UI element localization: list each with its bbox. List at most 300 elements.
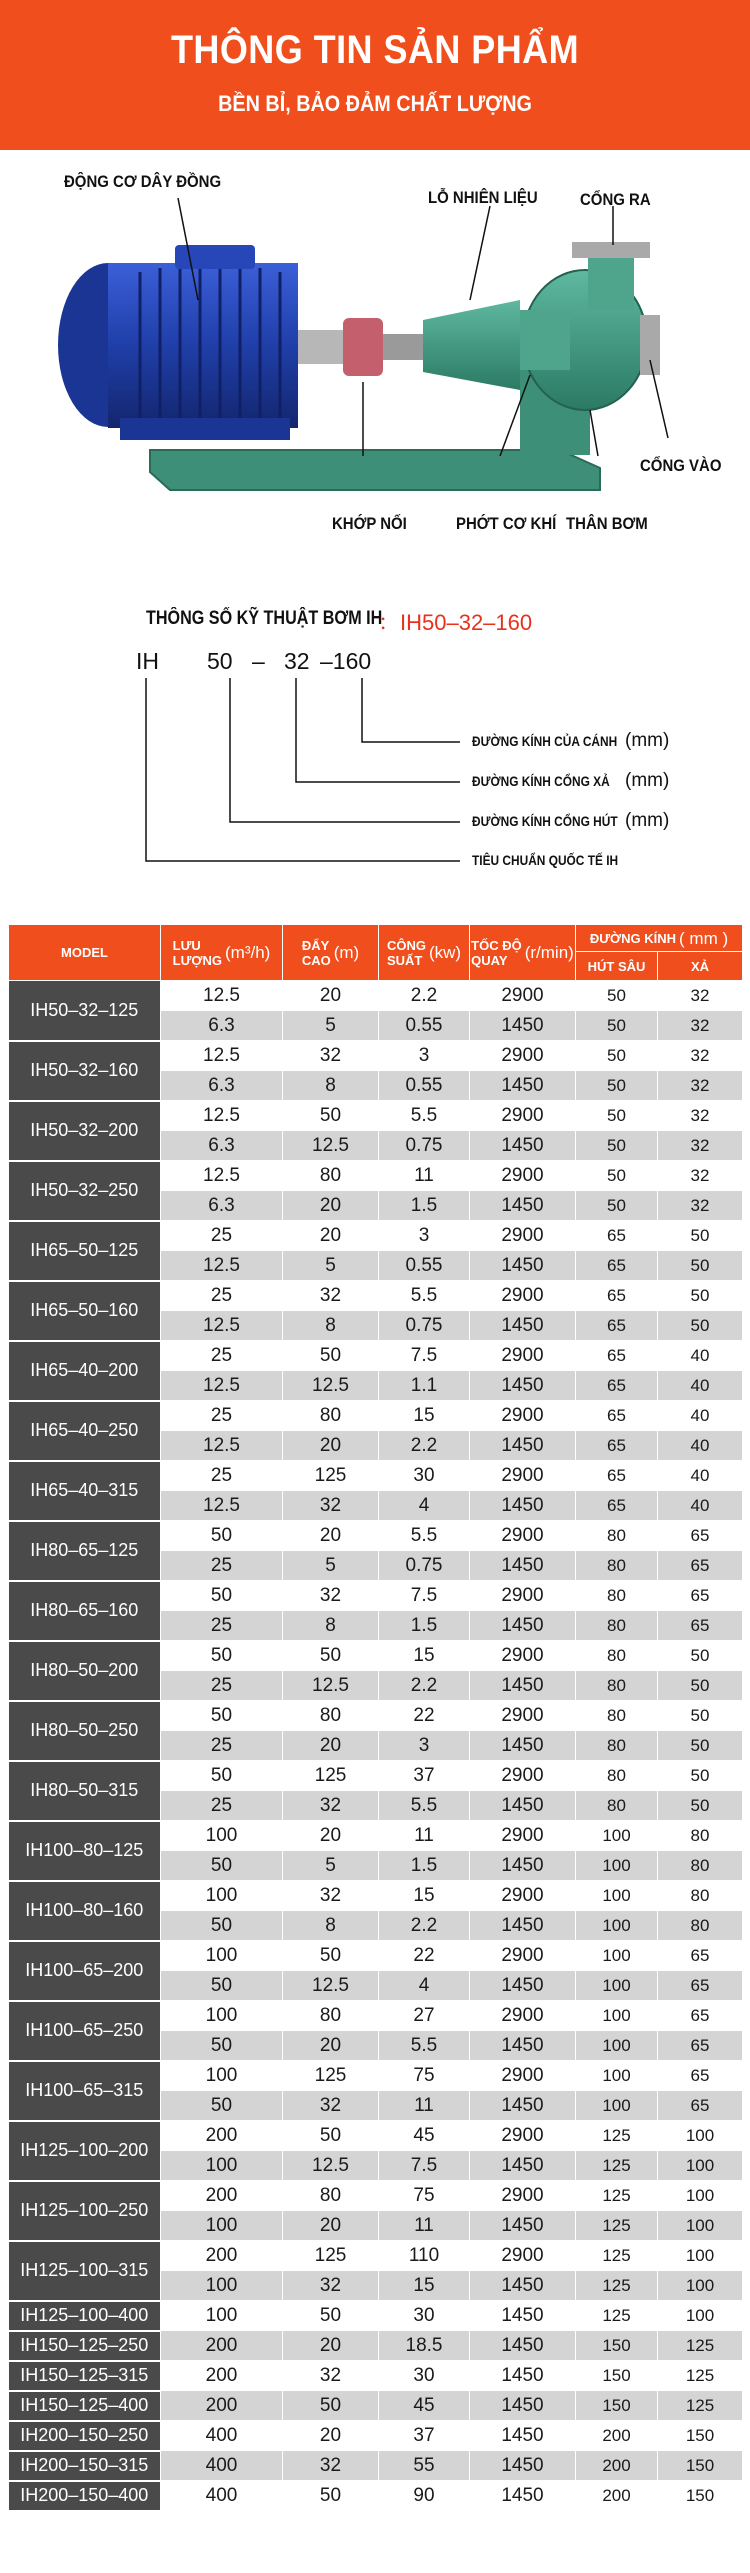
suction-cell: 80 (576, 1701, 658, 1731)
power-cell: 1.5 (379, 1851, 470, 1881)
suction-cell: 100 (576, 1881, 658, 1911)
table-row (9, 1941, 743, 1971)
head-cell: 5 (283, 1551, 379, 1581)
flow-cell: 50 (161, 1641, 283, 1671)
power-cell: 1.5 (379, 1611, 470, 1641)
flow-cell: 12.5 (161, 1431, 283, 1461)
header-flow: LƯU LƯỢNG (m³/h) (161, 925, 283, 981)
discharge-cell: 40 (658, 1461, 743, 1491)
speed-cell: 1450 (470, 1491, 576, 1521)
head-cell: 20 (283, 981, 379, 1011)
speed-cell: 1450 (470, 1071, 576, 1101)
power-cell: 11 (379, 1161, 470, 1191)
discharge-cell: 50 (658, 1791, 743, 1821)
discharge-cell: 50 (658, 1251, 743, 1281)
suction-cell: 80 (576, 1611, 658, 1641)
spec-table (8, 924, 743, 2512)
head-cell: 20 (283, 1731, 379, 1761)
flow-cell: 50 (161, 1851, 283, 1881)
flow-cell: 50 (161, 1911, 283, 1941)
model-cell: IH200–150–315 (9, 2451, 161, 2481)
flow-cell: 50 (161, 1761, 283, 1791)
suction-cell: 65 (576, 1221, 658, 1251)
page-title: THÔNG TIN SẢN PHẨM (170, 28, 580, 72)
table-row (9, 1041, 743, 1071)
head-cell: 12.5 (283, 1371, 379, 1401)
model-cell: IH125–100–315 (9, 2241, 161, 2301)
head-cell: 80 (283, 2181, 379, 2211)
suction-cell: 100 (576, 2091, 658, 2121)
code-part-impeller: –160 (320, 648, 372, 674)
head-cell: 80 (283, 1161, 379, 1191)
speed-cell: 1450 (470, 1011, 576, 1041)
code-part-dash: – (252, 648, 265, 674)
discharge-cell: 50 (658, 1281, 743, 1311)
power-cell: 15 (379, 1401, 470, 1431)
power-cell: 0.55 (379, 1011, 470, 1041)
flow-cell: 12.5 (161, 1251, 283, 1281)
flow-cell: 12.5 (161, 1311, 283, 1341)
speed-cell: 2900 (470, 981, 576, 1011)
suction-cell: 200 (576, 2421, 658, 2451)
suction-cell: 100 (576, 1971, 658, 2001)
head-cell: 50 (283, 2391, 379, 2421)
table-row (9, 2241, 743, 2271)
discharge-cell: 65 (658, 1521, 743, 1551)
power-cell: 37 (379, 2421, 470, 2451)
suction-cell: 65 (576, 1341, 658, 1371)
table-row (9, 1701, 743, 1731)
power-cell: 45 (379, 2391, 470, 2421)
suction-cell: 125 (576, 2181, 658, 2211)
head-cell: 20 (283, 2211, 379, 2241)
discharge-cell: 100 (658, 2211, 743, 2241)
header-diameter: ĐƯỜNG KÍNH ( mm ) (576, 925, 743, 952)
head-cell: 20 (283, 2331, 379, 2361)
model-cell: IH65–50–125 (9, 1221, 161, 1281)
suction-cell: 65 (576, 1491, 658, 1521)
discharge-cell: 32 (658, 1161, 743, 1191)
flow-cell: 25 (161, 1281, 283, 1311)
head-cell: 50 (283, 2481, 379, 2511)
head-cell: 32 (283, 2091, 379, 2121)
discharge-cell: 32 (658, 981, 743, 1011)
suction-cell: 80 (576, 1641, 658, 1671)
label-coupling: KHỚP NỐI (332, 514, 407, 533)
discharge-cell: 65 (658, 1611, 743, 1641)
suction-cell: 125 (576, 2271, 658, 2301)
suction-cell: 65 (576, 1371, 658, 1401)
speed-cell: 2900 (470, 1881, 576, 1911)
speed-cell: 1450 (470, 1791, 576, 1821)
power-cell: 15 (379, 1881, 470, 1911)
discharge-cell: 100 (658, 2241, 743, 2271)
spec-table-body (9, 981, 743, 2511)
discharge-cell: 65 (658, 1581, 743, 1611)
speed-cell: 1450 (470, 1311, 576, 1341)
model-cell: IH200–150–250 (9, 2421, 161, 2451)
head-cell: 8 (283, 1311, 379, 1341)
model-cell: IH125–100–400 (9, 2301, 161, 2331)
flow-cell: 200 (161, 2121, 283, 2151)
power-cell: 22 (379, 1941, 470, 1971)
suction-cell: 80 (576, 1731, 658, 1761)
suction-cell: 150 (576, 2391, 658, 2421)
table-row (9, 1101, 743, 1131)
discharge-cell: 100 (658, 2121, 743, 2151)
discharge-cell: 150 (658, 2421, 743, 2451)
speed-cell: 1450 (470, 1971, 576, 2001)
discharge-cell: 50 (658, 1671, 743, 1701)
spec-example-code: ：IH50–32–160 (378, 610, 533, 635)
discharge-cell: 50 (658, 1641, 743, 1671)
discharge-cell: 65 (658, 2061, 743, 2091)
discharge-cell: 32 (658, 1131, 743, 1161)
flow-cell: 200 (161, 2361, 283, 2391)
suction-cell: 50 (576, 981, 658, 1011)
desc-impeller: ĐƯỜNG KÍNH CỦA CÁNH (472, 733, 618, 749)
power-cell: 0.75 (379, 1311, 470, 1341)
suction-cell: 80 (576, 1791, 658, 1821)
suction-cell: 50 (576, 1191, 658, 1221)
discharge-cell: 125 (658, 2391, 743, 2421)
power-cell: 30 (379, 2301, 470, 2331)
speed-cell: 2900 (470, 1821, 576, 1851)
discharge-cell: 80 (658, 1851, 743, 1881)
discharge-cell: 80 (658, 1881, 743, 1911)
speed-cell: 1450 (470, 2091, 576, 2121)
speed-cell: 1450 (470, 2151, 576, 2181)
label-motor: ĐỘNG CƠ DÂY ĐỒNG (64, 172, 222, 191)
header-speed: TỐC ĐỘ QUAY (r/min) (470, 925, 576, 981)
spec-code-lines (0, 0, 750, 900)
speed-cell: 1450 (470, 2301, 576, 2331)
flow-cell: 25 (161, 1731, 283, 1761)
suction-cell: 80 (576, 1581, 658, 1611)
suction-cell: 50 (576, 1161, 658, 1191)
discharge-cell: 65 (658, 1971, 743, 2001)
suction-cell: 100 (576, 2001, 658, 2031)
power-cell: 15 (379, 2271, 470, 2301)
suction-cell: 50 (576, 1071, 658, 1101)
flow-cell: 100 (161, 2061, 283, 2091)
flow-cell: 50 (161, 2091, 283, 2121)
head-cell: 20 (283, 1521, 379, 1551)
model-cell: IH80–50–200 (9, 1641, 161, 1701)
flow-cell: 200 (161, 2181, 283, 2211)
label-mech-seal: PHỚT CƠ KHÍ (456, 514, 557, 533)
suction-cell: 100 (576, 1941, 658, 1971)
header-model: MODEL (9, 925, 161, 981)
speed-cell: 2900 (470, 1101, 576, 1131)
power-cell: 55 (379, 2451, 470, 2481)
discharge-cell: 125 (658, 2331, 743, 2361)
speed-cell: 2900 (470, 1581, 576, 1611)
label-inlet: CỔNG VÀO (640, 456, 722, 475)
model-cell: IH200–150–400 (9, 2481, 161, 2511)
discharge-cell: 80 (658, 1911, 743, 1941)
power-cell: 110 (379, 2241, 470, 2271)
speed-cell: 1450 (470, 1131, 576, 1161)
flow-cell: 200 (161, 2331, 283, 2361)
suction-cell: 150 (576, 2331, 658, 2361)
speed-cell: 1450 (470, 2271, 576, 2301)
spec-table-wrapper (8, 924, 742, 2512)
speed-cell: 1450 (470, 1551, 576, 1581)
power-cell: 1.1 (379, 1371, 470, 1401)
power-cell: 90 (379, 2481, 470, 2511)
speed-cell: 1450 (470, 1371, 576, 1401)
spec-title: THÔNG SỐ KỸ THUẬT BƠM IH (146, 608, 383, 629)
model-cell: IH65–50–160 (9, 1281, 161, 1341)
suction-cell: 50 (576, 1041, 658, 1071)
suction-cell: 125 (576, 2211, 658, 2241)
head-cell: 12.5 (283, 1671, 379, 1701)
head-cell: 20 (283, 1191, 379, 1221)
speed-cell: 1450 (470, 2211, 576, 2241)
speed-cell: 2900 (470, 2001, 576, 2031)
head-cell: 50 (283, 1941, 379, 1971)
discharge-cell: 32 (658, 1191, 743, 1221)
table-row (9, 1401, 743, 1431)
table-row (9, 1341, 743, 1371)
model-cell: IH80–50–250 (9, 1701, 161, 1761)
model-cell: IH65–40–315 (9, 1461, 161, 1521)
label-fuel-hole: LỖ NHIÊN LIỆU (428, 188, 538, 207)
table-row (9, 2001, 743, 2031)
power-cell: 7.5 (379, 2151, 470, 2181)
suction-cell: 100 (576, 2031, 658, 2061)
speed-cell: 1450 (470, 2331, 576, 2361)
head-cell: 50 (283, 1641, 379, 1671)
discharge-cell: 40 (658, 1371, 743, 1401)
flow-cell: 50 (161, 1521, 283, 1551)
discharge-cell: 150 (658, 2451, 743, 2481)
power-cell: 7.5 (379, 1581, 470, 1611)
power-cell: 5.5 (379, 1791, 470, 1821)
head-cell: 20 (283, 2031, 379, 2061)
head-cell: 32 (283, 1881, 379, 1911)
head-cell: 8 (283, 1071, 379, 1101)
suction-cell: 80 (576, 1671, 658, 1701)
suction-cell: 125 (576, 2301, 658, 2331)
flow-cell: 25 (161, 1401, 283, 1431)
head-cell: 8 (283, 1611, 379, 1641)
flow-cell: 50 (161, 1581, 283, 1611)
suction-cell: 50 (576, 1131, 658, 1161)
desc-standard: TIÊU CHUẨN QUỐC TẾ IH (472, 852, 619, 868)
code-part-discharge: 32 (284, 648, 310, 674)
suction-cell: 125 (576, 2241, 658, 2271)
model-cell: IH150–125–315 (9, 2361, 161, 2391)
head-cell: 32 (283, 2361, 379, 2391)
power-cell: 11 (379, 1821, 470, 1851)
power-cell: 5.5 (379, 1521, 470, 1551)
discharge-cell: 65 (658, 2091, 743, 2121)
speed-cell: 1450 (470, 1851, 576, 1881)
discharge-cell: 50 (658, 1311, 743, 1341)
table-row (9, 2181, 743, 2211)
speed-cell: 2900 (470, 2241, 576, 2271)
power-cell: 3 (379, 1041, 470, 1071)
suction-cell: 150 (576, 2361, 658, 2391)
discharge-cell: 80 (658, 1821, 743, 1851)
model-cell: IH80–65–125 (9, 1521, 161, 1581)
flow-cell: 25 (161, 1461, 283, 1491)
power-cell: 5.5 (379, 2031, 470, 2061)
model-cell: IH100–80–160 (9, 1881, 161, 1941)
power-cell: 30 (379, 1461, 470, 1491)
desc-suction: ĐƯỜNG KÍNH CỔNG HÚT (472, 813, 618, 829)
discharge-cell: 100 (658, 2301, 743, 2331)
model-cell: IH125–100–250 (9, 2181, 161, 2241)
table-row (9, 2301, 743, 2331)
speed-cell: 1450 (470, 2421, 576, 2451)
speed-cell: 1450 (470, 1251, 576, 1281)
speed-cell: 2900 (470, 2061, 576, 2091)
model-cell: IH100–65–315 (9, 2061, 161, 2121)
flow-cell: 100 (161, 2301, 283, 2331)
head-cell: 12.5 (283, 1971, 379, 2001)
head-cell: 20 (283, 1221, 379, 1251)
flow-cell: 25 (161, 1671, 283, 1701)
flow-cell: 6.3 (161, 1011, 283, 1041)
speed-cell: 2900 (470, 1401, 576, 1431)
speed-cell: 2900 (470, 1461, 576, 1491)
power-cell: 7.5 (379, 1341, 470, 1371)
discharge-cell: 50 (658, 1761, 743, 1791)
discharge-cell: 40 (658, 1431, 743, 1461)
suction-cell: 80 (576, 1551, 658, 1581)
model-cell: IH50–32–125 (9, 981, 161, 1041)
unit-impeller: (mm) (625, 730, 670, 751)
flow-cell: 100 (161, 1881, 283, 1911)
flow-cell: 25 (161, 1341, 283, 1371)
model-cell: IH80–65–160 (9, 1581, 161, 1641)
suction-cell: 65 (576, 1251, 658, 1281)
head-cell: 125 (283, 2061, 379, 2091)
speed-cell: 2900 (470, 1761, 576, 1791)
power-cell: 15 (379, 1641, 470, 1671)
flow-cell: 12.5 (161, 981, 283, 1011)
power-cell: 18.5 (379, 2331, 470, 2361)
power-cell: 75 (379, 2181, 470, 2211)
model-cell: IH50–32–160 (9, 1041, 161, 1101)
flow-cell: 12.5 (161, 1371, 283, 1401)
flow-cell: 6.3 (161, 1131, 283, 1161)
label-pump-body: THÂN BƠM (566, 514, 648, 533)
flow-cell: 50 (161, 1701, 283, 1731)
head-cell: 125 (283, 1461, 379, 1491)
flow-cell: 6.3 (161, 1071, 283, 1101)
speed-cell: 1450 (470, 1191, 576, 1221)
speed-cell: 2900 (470, 1281, 576, 1311)
model-cell: IH150–125–400 (9, 2391, 161, 2421)
table-row (9, 1521, 743, 1551)
flow-cell: 100 (161, 2001, 283, 2031)
model-cell: IH50–32–200 (9, 1101, 161, 1161)
flow-cell: 100 (161, 1941, 283, 1971)
speed-cell: 2900 (470, 2121, 576, 2151)
discharge-cell: 125 (658, 2361, 743, 2391)
discharge-cell: 100 (658, 2151, 743, 2181)
flow-cell: 100 (161, 1821, 283, 1851)
power-cell: 4 (379, 1491, 470, 1521)
head-cell: 50 (283, 1341, 379, 1371)
flow-cell: 25 (161, 1221, 283, 1251)
power-cell: 4 (379, 1971, 470, 2001)
discharge-cell: 65 (658, 2001, 743, 2031)
flow-cell: 200 (161, 2241, 283, 2271)
power-cell: 11 (379, 2091, 470, 2121)
power-cell: 0.75 (379, 1551, 470, 1581)
suction-cell: 125 (576, 2121, 658, 2151)
table-row (9, 2121, 743, 2151)
power-cell: 3 (379, 1731, 470, 1761)
discharge-cell: 100 (658, 2181, 743, 2211)
table-row (9, 1281, 743, 1311)
head-cell: 80 (283, 2001, 379, 2031)
discharge-cell: 32 (658, 1101, 743, 1131)
discharge-cell: 40 (658, 1491, 743, 1521)
power-cell: 3 (379, 1221, 470, 1251)
head-cell: 80 (283, 1401, 379, 1431)
discharge-cell: 40 (658, 1341, 743, 1371)
head-cell: 50 (283, 2301, 379, 2331)
table-row (9, 1761, 743, 1791)
flow-cell: 100 (161, 2151, 283, 2181)
model-cell: IH100–65–200 (9, 1941, 161, 2001)
speed-cell: 1450 (470, 1431, 576, 1461)
head-cell: 32 (283, 1281, 379, 1311)
flow-cell: 25 (161, 1611, 283, 1641)
power-cell: 75 (379, 2061, 470, 2091)
speed-cell: 1450 (470, 2451, 576, 2481)
table-row (9, 2061, 743, 2091)
speed-cell: 1450 (470, 2361, 576, 2391)
speed-cell: 2900 (470, 1041, 576, 1071)
table-row (9, 1821, 743, 1851)
unit-suction: (mm) (625, 810, 670, 831)
power-cell: 5.5 (379, 1281, 470, 1311)
speed-cell: 2900 (470, 1221, 576, 1251)
model-cell: IH65–40–250 (9, 1401, 161, 1461)
discharge-cell: 32 (658, 1071, 743, 1101)
power-cell: 0.75 (379, 1131, 470, 1161)
suction-cell: 65 (576, 1311, 658, 1341)
flow-cell: 400 (161, 2481, 283, 2511)
flow-cell: 6.3 (161, 1191, 283, 1221)
head-cell: 32 (283, 2271, 379, 2301)
table-row (9, 1161, 743, 1191)
power-cell: 1.5 (379, 1191, 470, 1221)
head-cell: 125 (283, 1761, 379, 1791)
head-cell: 20 (283, 1431, 379, 1461)
model-cell: IH100–80–125 (9, 1821, 161, 1881)
speed-cell: 2900 (470, 1701, 576, 1731)
speed-cell: 1450 (470, 2031, 576, 2061)
head-cell: 32 (283, 1581, 379, 1611)
discharge-cell: 50 (658, 1221, 743, 1251)
head-cell: 8 (283, 1911, 379, 1941)
suction-cell: 50 (576, 1101, 658, 1131)
speed-cell: 2900 (470, 1641, 576, 1671)
speed-cell: 1450 (470, 1611, 576, 1641)
power-cell: 0.55 (379, 1251, 470, 1281)
suction-cell: 125 (576, 2151, 658, 2181)
flow-cell: 25 (161, 1551, 283, 1581)
suction-cell: 100 (576, 1851, 658, 1881)
